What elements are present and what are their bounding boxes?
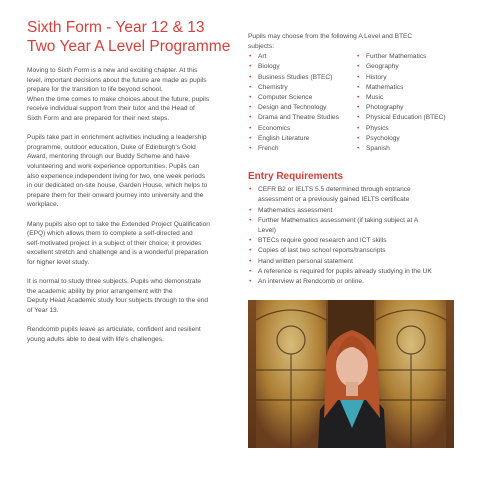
requirement-line: BTECs require good research and ICT skills	[258, 237, 387, 245]
body-line: Moving to Sixth Form is a new and exciting chapter. At this	[27, 67, 198, 74]
bullet-icon: •	[249, 206, 252, 214]
subjects-intro-line-2: subjects:	[248, 42, 275, 50]
page-title	[27, 18, 237, 56]
requirement-item	[248, 257, 458, 267]
bullet-icon: •	[249, 63, 252, 71]
subject-label: Physical Education (BTEC)	[366, 114, 446, 122]
bullet-icon: •	[357, 53, 360, 61]
body-line: Deputy Head Academic study four subjects through to the end	[27, 297, 209, 305]
bullet-icon: •	[249, 216, 252, 224]
body-line: also experience independent living for two, one week periods	[27, 172, 206, 180]
body-line: the academic ability by prior arrangement with the	[27, 287, 173, 295]
body-paragraph	[27, 220, 237, 268]
bullet-icon: •	[357, 124, 360, 132]
subject-item	[248, 52, 356, 62]
bullet-icon: •	[249, 247, 252, 255]
bullet-icon: •	[249, 278, 252, 286]
subject-label: Drama and Theatre Studies	[258, 114, 339, 122]
subjects-list	[248, 52, 458, 154]
body-line: young adults able to deal with life's challenges.	[27, 335, 164, 343]
bullet-icon: •	[249, 186, 252, 194]
subjects-intro	[248, 32, 458, 51]
body-line: programme, outdoor education, Duke of Edinburgh's Gold	[27, 143, 196, 151]
bullet-icon: •	[249, 145, 252, 153]
subject-item	[356, 83, 446, 93]
requirement-line: A reference is required for pupils already studying in the UK	[258, 267, 432, 275]
subject-label: Geography	[366, 63, 399, 71]
entry-requirements-title: Entry Requirements	[248, 171, 344, 183]
subject-label: Psychology	[366, 134, 400, 142]
requirement-item	[248, 206, 458, 216]
subject-label: Physics	[366, 124, 389, 132]
subject-item	[248, 93, 356, 103]
bullet-icon: •	[249, 83, 252, 91]
bullet-icon: •	[357, 134, 360, 142]
body-line: self-motivated project in a subject of their choice; it provides	[27, 239, 202, 247]
bullet-icon: •	[249, 257, 252, 265]
subject-label: French	[258, 145, 279, 153]
body-line: level, important decisions about the future are made as pupils	[27, 76, 207, 84]
subject-label: Spanish	[366, 145, 390, 153]
subject-item	[356, 73, 446, 83]
subject-label: Chemistry	[258, 83, 288, 91]
student-photo-image	[248, 300, 454, 448]
subject-label: Further Mathematics	[366, 53, 427, 61]
requirement-line: Mathematics assessment	[258, 206, 333, 214]
subject-label: Economics	[258, 124, 291, 132]
body-paragraph	[27, 95, 237, 124]
bullet-icon: •	[249, 134, 252, 142]
body-line: prepare for the transition to life beyond school.	[27, 86, 163, 94]
body-line: Sixth Form and are prepared for their next steps.	[27, 114, 170, 122]
body-line: Rendcomb pupils leave as articulate, confident and resilient	[27, 326, 201, 334]
subject-item	[356, 134, 446, 144]
body-text	[27, 66, 237, 344]
bullet-icon: •	[357, 73, 360, 81]
right-column	[248, 32, 458, 287]
requirement-line: Copies of last two school reports/transcripts	[258, 247, 386, 255]
entry-requirements-list	[248, 185, 458, 287]
requirement-item	[248, 236, 458, 246]
body-line: When the time comes to make choices about the future, pupils	[27, 95, 210, 103]
body-line: excellent stretch and challenge and is a wonderful preparation	[27, 249, 209, 257]
subject-label: Mathematics	[366, 83, 404, 91]
body-line: prepare them for their onward journey into university and the	[27, 191, 204, 199]
bullet-icon: •	[249, 237, 252, 245]
bullet-icon: •	[357, 114, 360, 122]
body-line: (EPQ) which allows them to complete a self-directed and	[27, 230, 193, 238]
bullet-icon: •	[249, 53, 252, 61]
subject-item	[248, 113, 356, 123]
subject-label: Biology	[258, 63, 280, 71]
subject-item	[248, 124, 356, 134]
bullet-icon: •	[357, 63, 360, 71]
subject-label: Art	[258, 53, 267, 61]
requirement-line: assessment or a previously gained IELTS certificate	[258, 196, 410, 204]
bullet-icon: •	[357, 145, 360, 153]
requirement-item	[248, 216, 458, 236]
left-column	[27, 18, 237, 354]
body-paragraph	[27, 277, 237, 315]
subject-label: History	[366, 73, 387, 81]
subject-label: Business Studies (BTEC)	[258, 73, 333, 81]
subject-item	[248, 73, 356, 83]
requirement-line: Hand written personal statement	[258, 257, 353, 265]
requirement-item	[248, 277, 458, 287]
body-line: for higher level study.	[27, 258, 90, 266]
subject-item	[356, 52, 446, 62]
body-line: workplace.	[27, 201, 59, 209]
requirement-item	[248, 267, 458, 277]
body-line: Many pupils also opt to take the Extended Project Qualification	[27, 220, 210, 228]
subject-item	[356, 113, 446, 123]
subjects-column-2	[356, 52, 446, 154]
subject-item	[356, 124, 446, 134]
requirement-line: Level)	[258, 227, 276, 235]
subject-item	[248, 134, 356, 144]
bullet-icon: •	[249, 104, 252, 112]
requirement-line: An interview at Rendcomb or online.	[258, 278, 364, 286]
subject-item	[356, 144, 446, 154]
body-paragraph	[27, 133, 237, 210]
body-paragraph	[27, 66, 237, 95]
subject-item	[356, 103, 446, 113]
subject-label: Music	[366, 94, 384, 101]
bullet-icon: •	[357, 104, 360, 112]
subject-label: Photography	[366, 104, 404, 112]
subject-item	[356, 93, 446, 103]
body-paragraph	[27, 325, 237, 344]
bullet-icon: •	[249, 267, 252, 275]
bullet-icon: •	[249, 94, 252, 101]
title-line-2: Two Year A Level Programme	[27, 38, 231, 55]
body-line: in our dedicated on-site house, Garden House, which helps to	[27, 182, 208, 190]
subject-label: English Literature	[258, 134, 310, 142]
student-photo	[248, 300, 454, 448]
body-line: volunteering and work experience opportunities. Pupils can	[27, 162, 200, 170]
subject-label: Design and Technology	[258, 104, 327, 112]
requirement-item	[248, 246, 458, 256]
body-line: It is normal to study three subjects. Pupils who demonstrate	[27, 278, 202, 286]
body-line: receive individual support from their tutor and the Head of	[27, 105, 195, 113]
body-line: Pupils take part in enrichment activities including a leadership	[27, 134, 207, 142]
bullet-icon: •	[249, 114, 252, 122]
subject-item	[248, 83, 356, 93]
bullet-icon: •	[249, 124, 252, 132]
subject-item	[356, 62, 446, 72]
requirement-item	[248, 185, 458, 205]
subjects-intro-line-1: Pupils may choose from the following A Level and BTEC	[248, 33, 413, 40]
body-line: of Year 13.	[27, 306, 59, 314]
subject-item	[248, 103, 356, 113]
subject-label: Computer Science	[258, 94, 313, 101]
bullet-icon: •	[357, 83, 360, 91]
subject-item	[248, 62, 356, 72]
subject-item	[248, 144, 356, 154]
bullet-icon: •	[249, 73, 252, 81]
requirement-line: Further Mathematics assessment (if taking subject at A	[258, 216, 419, 224]
body-line: Award, mentoring through our Buddy Scheme and have	[27, 153, 190, 161]
subjects-column-1	[248, 52, 356, 154]
requirement-line: CEFR B2 or IELTS 5.5 determined through entrance	[258, 186, 411, 194]
title-line-1: Sixth Form - Year 12 & 13	[27, 19, 205, 36]
bullet-icon: •	[357, 94, 360, 101]
